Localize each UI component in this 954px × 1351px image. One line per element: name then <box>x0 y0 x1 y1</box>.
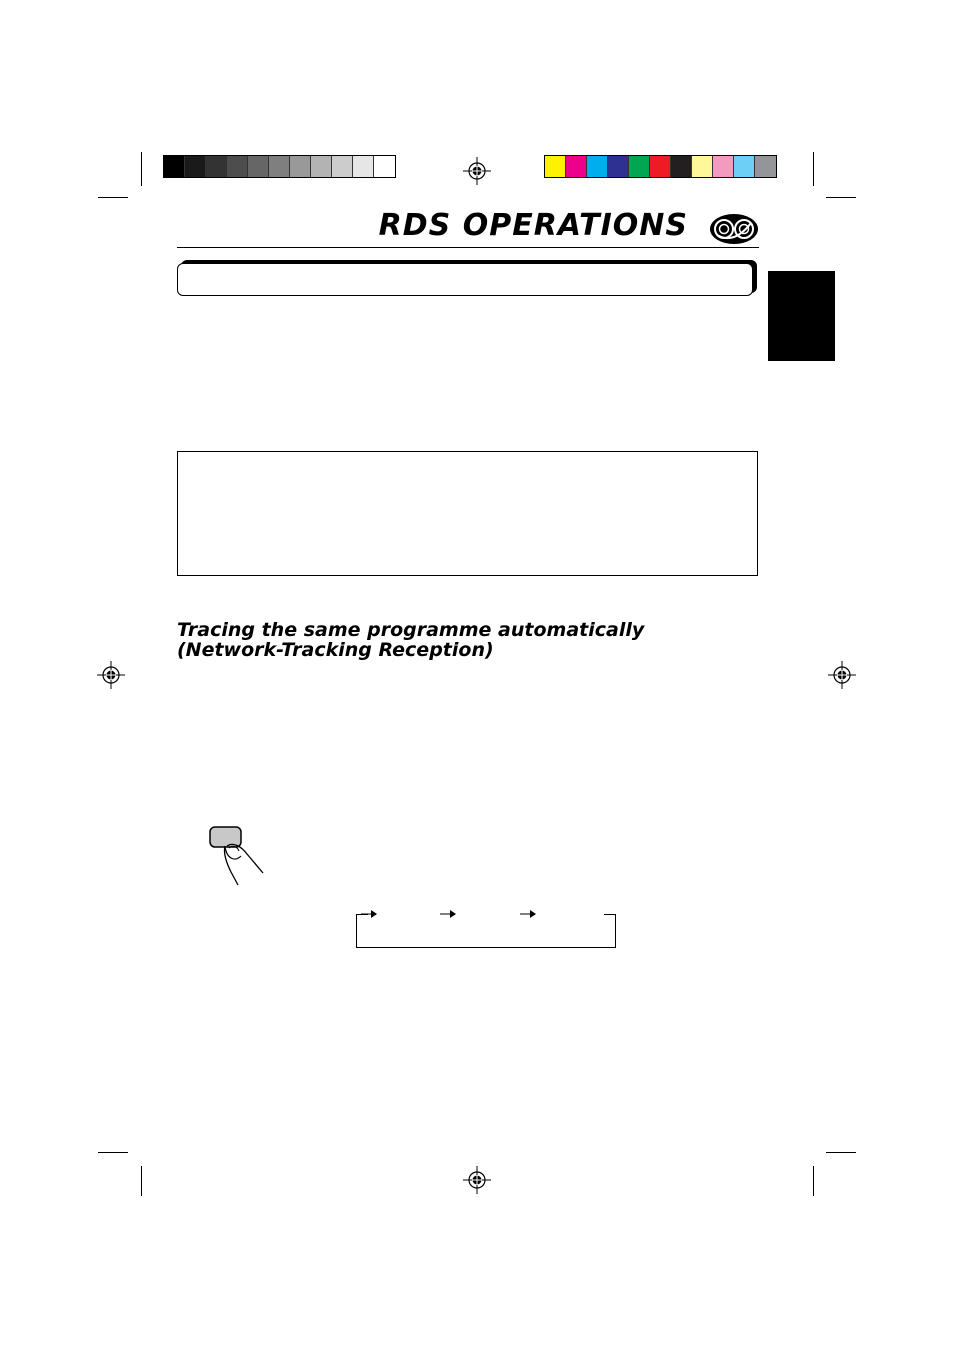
arrow-right-icon <box>520 909 536 919</box>
crop-mark <box>98 197 128 198</box>
rds-logo-icon <box>709 213 759 245</box>
registration-target-icon <box>828 661 856 689</box>
grayscale-swatch <box>164 156 185 177</box>
color-swatch <box>650 156 671 177</box>
cycle-diagram-line <box>604 914 616 915</box>
subheading: Tracing the same programme automatically (Network-Tracking Reception) <box>177 619 645 661</box>
grayscale-swatch <box>290 156 311 177</box>
color-swatch <box>734 156 755 177</box>
grayscale-swatch <box>185 156 206 177</box>
arrow-right-icon <box>440 909 456 919</box>
finger-pressing-button-icon <box>205 824 271 888</box>
color-swatch <box>755 156 776 177</box>
color-swatch <box>713 156 734 177</box>
crop-mark <box>813 1166 814 1196</box>
crop-mark <box>813 152 814 186</box>
grayscale-swatch <box>269 156 290 177</box>
color-swatch <box>545 156 566 177</box>
crop-mark <box>141 152 142 186</box>
color-swatch <box>587 156 608 177</box>
grayscale-swatch <box>311 156 332 177</box>
color-swatch <box>671 156 692 177</box>
language-tab <box>768 271 835 361</box>
cycle-diagram-loop <box>356 914 616 948</box>
color-swatch <box>629 156 650 177</box>
page-title: RDS OPERATIONS <box>378 208 688 243</box>
grayscale-swatch <box>353 156 374 177</box>
grayscale-swatch <box>248 156 269 177</box>
registration-target-icon <box>463 1166 491 1194</box>
color-calibration-bar <box>544 155 777 178</box>
crop-mark <box>98 1152 128 1153</box>
info-box <box>177 451 758 576</box>
crop-mark <box>826 1152 856 1153</box>
section-heading-bar <box>177 263 753 296</box>
registration-target-icon <box>97 661 125 689</box>
grayscale-swatch <box>332 156 353 177</box>
crop-mark <box>141 1166 142 1196</box>
grayscale-calibration-bar <box>163 155 396 178</box>
crop-mark <box>826 197 856 198</box>
grayscale-swatch <box>374 156 395 177</box>
color-swatch <box>566 156 587 177</box>
grayscale-swatch <box>206 156 227 177</box>
arrow-right-icon <box>361 909 377 919</box>
grayscale-swatch <box>227 156 248 177</box>
title-rule <box>177 247 759 248</box>
color-swatch <box>608 156 629 177</box>
color-swatch <box>692 156 713 177</box>
registration-target-icon <box>463 157 491 185</box>
